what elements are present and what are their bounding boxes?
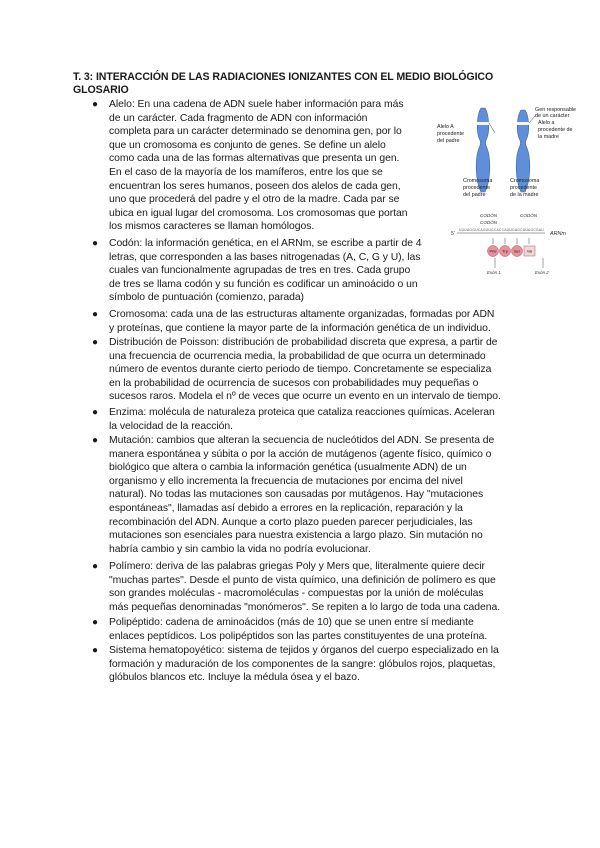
bullet-icon: ● bbox=[92, 99, 98, 110]
label-allele-mother: Alelo a procedente de la madre bbox=[538, 120, 573, 140]
entry-text-line: Cromosoma: cada una de las estructuras altamente organizadas, formadas por ADN bbox=[109, 309, 495, 320]
entry-text-line: completa para un carácter determinado se denomina gen, por lo bbox=[109, 126, 402, 138]
entry-text-line: uno que procederá del padre y el otro de la madre. Cada par se bbox=[109, 194, 400, 206]
entry-text-line: símbolo de puntuación (comienzo, parada) bbox=[109, 292, 304, 304]
bullet-icon: ● bbox=[92, 645, 98, 656]
entry-text-line: manera espontánea y súbita o por la acción de mutágenos (agente físico, químico o bbox=[109, 448, 492, 460]
exon-label-2: Exón 2 bbox=[535, 270, 549, 275]
entry-text-line: una frecuencia de ocurrencia media, la probabilidad de que ocurra un determinado bbox=[109, 350, 486, 362]
genetics-illustration bbox=[435, 100, 585, 290]
entry-text-line: Polímero: deriva de las palabras griegas Poly y Mers que, literalmente quiere decir bbox=[109, 561, 485, 572]
entry-text-line: habría cambio y sin cambio la vida no podría evolucionar. bbox=[109, 543, 371, 555]
entry-text-line: número de eventos durante cierto periodo de tiempo. Concretamente se especializa bbox=[109, 364, 492, 376]
genetics-figure bbox=[435, 100, 585, 290]
entry-text-line: Sistema hematopoyético: sistema de tejidos y órganos del cuerpo especializado en la bbox=[109, 645, 499, 656]
entry-text-line: como cada una de las formas alternativas que presenta un gen. bbox=[109, 153, 400, 165]
entry-text-line: son grandes moléculas - macromoléculas - compuestas por la unión de moléculas bbox=[109, 588, 484, 600]
entry-text-line: formación y maduración de los componentes de la sangre: glóbulos rojos, plaquetas, bbox=[109, 658, 496, 670]
entry-text-line: cuales van funcionalmente agrupadas de tres en tres. Cada grupo bbox=[109, 265, 411, 277]
label-chromosome-mother: Cromosoma procedente de la madre bbox=[510, 178, 540, 198]
bullet-icon: ● bbox=[92, 238, 98, 249]
amino-acid-label: Val bbox=[526, 248, 533, 254]
entry-text-line: ubica en igual lugar del cromosoma. Los cromosomas que portan bbox=[109, 207, 408, 219]
entry-text-line: Alelo: En una cadena de ADN suele haber información para más bbox=[109, 99, 404, 110]
entry-text-line: y proteínas, que contiene la mayor parte de la información genética de un individuo. bbox=[109, 322, 491, 334]
entry-text-line: la velocidad de la reacción. bbox=[109, 420, 233, 432]
entry-text-line: en la probabilidad de ocurrencia de sucesos con probabilidades muy pequeñas o bbox=[109, 377, 479, 389]
entry-text-line: Enzima: molécula de naturaleza proteica que cataliza reacciones químicas. Aceleran bbox=[109, 407, 495, 418]
codon-label-1: CODÓN bbox=[480, 213, 498, 218]
title-line: T. 3: INTERACCIÓN DE LAS RADIACIONES IONIZANTES CON EL MEDIO BIOLÓGICO bbox=[73, 71, 494, 83]
entry-text-line: de un carácter. Cada fragmento de ADN con información bbox=[109, 112, 368, 124]
codon-label-2: CODÓN bbox=[480, 220, 498, 225]
bullet-icon: ● bbox=[92, 617, 98, 628]
entry-text-line: "muchas partes". Desde el punto de vista químico, una definición de polímero es que bbox=[109, 574, 496, 586]
bullet-icon: ● bbox=[92, 407, 98, 418]
entry-text-line: que un cromosoma es conjunto de genes. Se define un alelo bbox=[109, 139, 386, 151]
entry-text-line: enlaces peptídicos. Los polipéptidos son las partes constituyentes de una proteína. bbox=[109, 630, 488, 642]
bullet-icon: ● bbox=[92, 435, 98, 446]
entry-text-line: glóbulos blancos etc. Incluye la médula ósea y el bazo. bbox=[109, 672, 360, 684]
entry-text-line: Codón: la información genética, en el ARNm, se escribe a partir de 4 bbox=[109, 238, 422, 249]
entry-text-line: letras, que corresponden a las bases nitrogenadas (A, C, G y U), las bbox=[109, 251, 421, 263]
entry-text-line: espontáneas", llamadas así debido a errores en la replicación, reparación y la bbox=[109, 503, 463, 514]
entry-text-line: natural). No todas las mutaciones son causadas por mutágenos. Hay "mutaciones bbox=[109, 489, 484, 501]
bullet-icon: ● bbox=[92, 337, 98, 348]
exon-label-1: Exón 1 bbox=[487, 270, 501, 275]
entry-text-line: Mutación: cambios que alteran la secuencia de nucleótidos del ADN. Se presenta de bbox=[109, 435, 495, 446]
entry-text-line: mutaciones son esenciales para nuestra existencia a largo plazo. Sin mutación no bbox=[109, 530, 483, 542]
entry-text-line: de tres se llama codón y su función es codificar un aminoácido o un bbox=[109, 278, 418, 290]
entry-text-line: recombinación del ADN. Aunque a corto plazo pueden parecer perjudiciales, las bbox=[109, 516, 473, 528]
bullet-icon: ● bbox=[92, 309, 98, 320]
codon-label-3: CODÓN bbox=[520, 213, 538, 218]
label-gene: Gen responsable de un carácter bbox=[535, 107, 577, 119]
label-chromosome-father: Cromosoma procedente del padre bbox=[463, 178, 493, 198]
entry-text-line: En el caso de la mayoría de los mamíferos, entre los que se bbox=[109, 167, 383, 178]
codon-diagram bbox=[451, 212, 566, 275]
amino-acid-label: Trp bbox=[502, 248, 508, 254]
entry-text-line: Distribución de Poisson: distribución de probabilidad discreta que expresa, a partir de bbox=[109, 337, 498, 348]
amino-acid-label: Ser bbox=[513, 248, 521, 254]
bullet-icon: ● bbox=[92, 561, 98, 572]
strand-sequence: UUUAGGUCAGUUGCACCAUUGAGCUUAGCGAU bbox=[459, 228, 544, 232]
entry-text-line: encuentran los seres humanos, poseen dos alelos de cada gen, bbox=[109, 180, 401, 192]
entry-text-line: más pequeñas denominadas "monómeros". Se repiten a lo largo de toda una cadena. bbox=[109, 601, 501, 613]
label-allele-father: Alelo A procedente del padre bbox=[437, 124, 464, 144]
entry-text-line: sucesos raros. Modela el nº de veces que ocurre un evento en un intervalo de tiempo. bbox=[109, 391, 501, 403]
entry-text-line: organismo y ello incrementa la frecuencia de mutaciones por encima del nivel bbox=[109, 475, 463, 487]
entry-text-line: los mismos caracteres se llaman homólogos. bbox=[109, 221, 315, 233]
entry-text-line: Polipéptido: cadena de aminoácidos (más de 10) que se unen entre sí mediante bbox=[109, 617, 474, 628]
strand-label: ARNm bbox=[550, 231, 566, 237]
subtitle-line: GLOSARIO bbox=[73, 84, 129, 96]
document-title bbox=[73, 71, 533, 97]
entry-text-line: biológico que altera o cambia la información genética (usualmente ADN) de un bbox=[109, 462, 467, 474]
amino-acid-label: Phe bbox=[489, 248, 497, 254]
strand-start-label: 5' bbox=[451, 231, 455, 237]
